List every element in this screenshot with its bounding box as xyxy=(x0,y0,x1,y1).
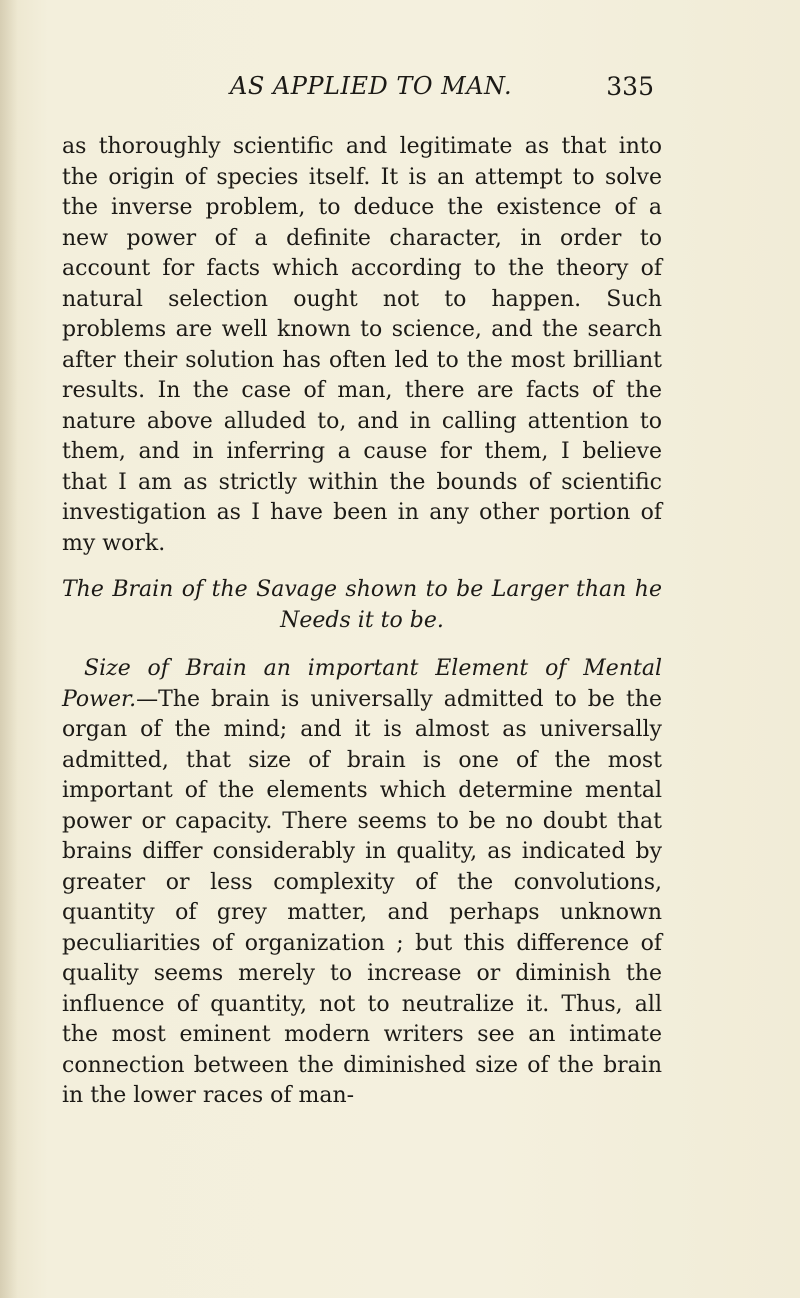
paragraph-2-title: Size of Brain an important Element of Mental Power. xyxy=(62,656,662,712)
page-number: 335 xyxy=(606,72,654,101)
section-heading-line-2: Needs it to be. xyxy=(280,607,444,633)
running-head: AS APPLIED TO MAN. xyxy=(230,72,513,100)
page-header xyxy=(0,72,800,112)
paragraph-2-text: —The brain is universally admitted to be the organ of the mind; and it is almost as universally admitted, that size of brain is one of the most important of the elements which determine mental power or capacity. There seems to be no doubt that brains differ considerably in quality, as indicated by greater or less complexity of the convolutions, quantity of grey matter, and perhaps unknown peculiarities of organization ; but this difference of quality seems merely to increase or diminish the influence of quantity, not to neutralize it. Thus, all the most eminent modern writers see an intimate connection between the diminished size of the brain in the lower races of man- xyxy=(62,686,662,1108)
spine-shadow xyxy=(0,0,18,1298)
paragraph-2 xyxy=(62,654,662,1112)
section-heading-line-1: The Brain of the Savage shown to be Larger than he xyxy=(62,577,662,602)
paragraph-1: as thoroughly scientific and legitimate as that into the origin of species itself. It is an attempt to solve the inverse problem, to deduce the existence of a new power of a definite character, in order to account for facts which according to the theory of natural selection ought not to happen. Such problems are well known to science, and the search after their solution has often led to the most brilliant results. In the case of man, there are facts of the nature above alluded to, and in calling attention to them, and in inferring a cause for them, I believe that I am as strictly within the bounds of scientific investigation as I have been in any other portion of my work. xyxy=(62,134,662,556)
section-heading xyxy=(62,575,662,636)
page-body xyxy=(62,132,662,1112)
